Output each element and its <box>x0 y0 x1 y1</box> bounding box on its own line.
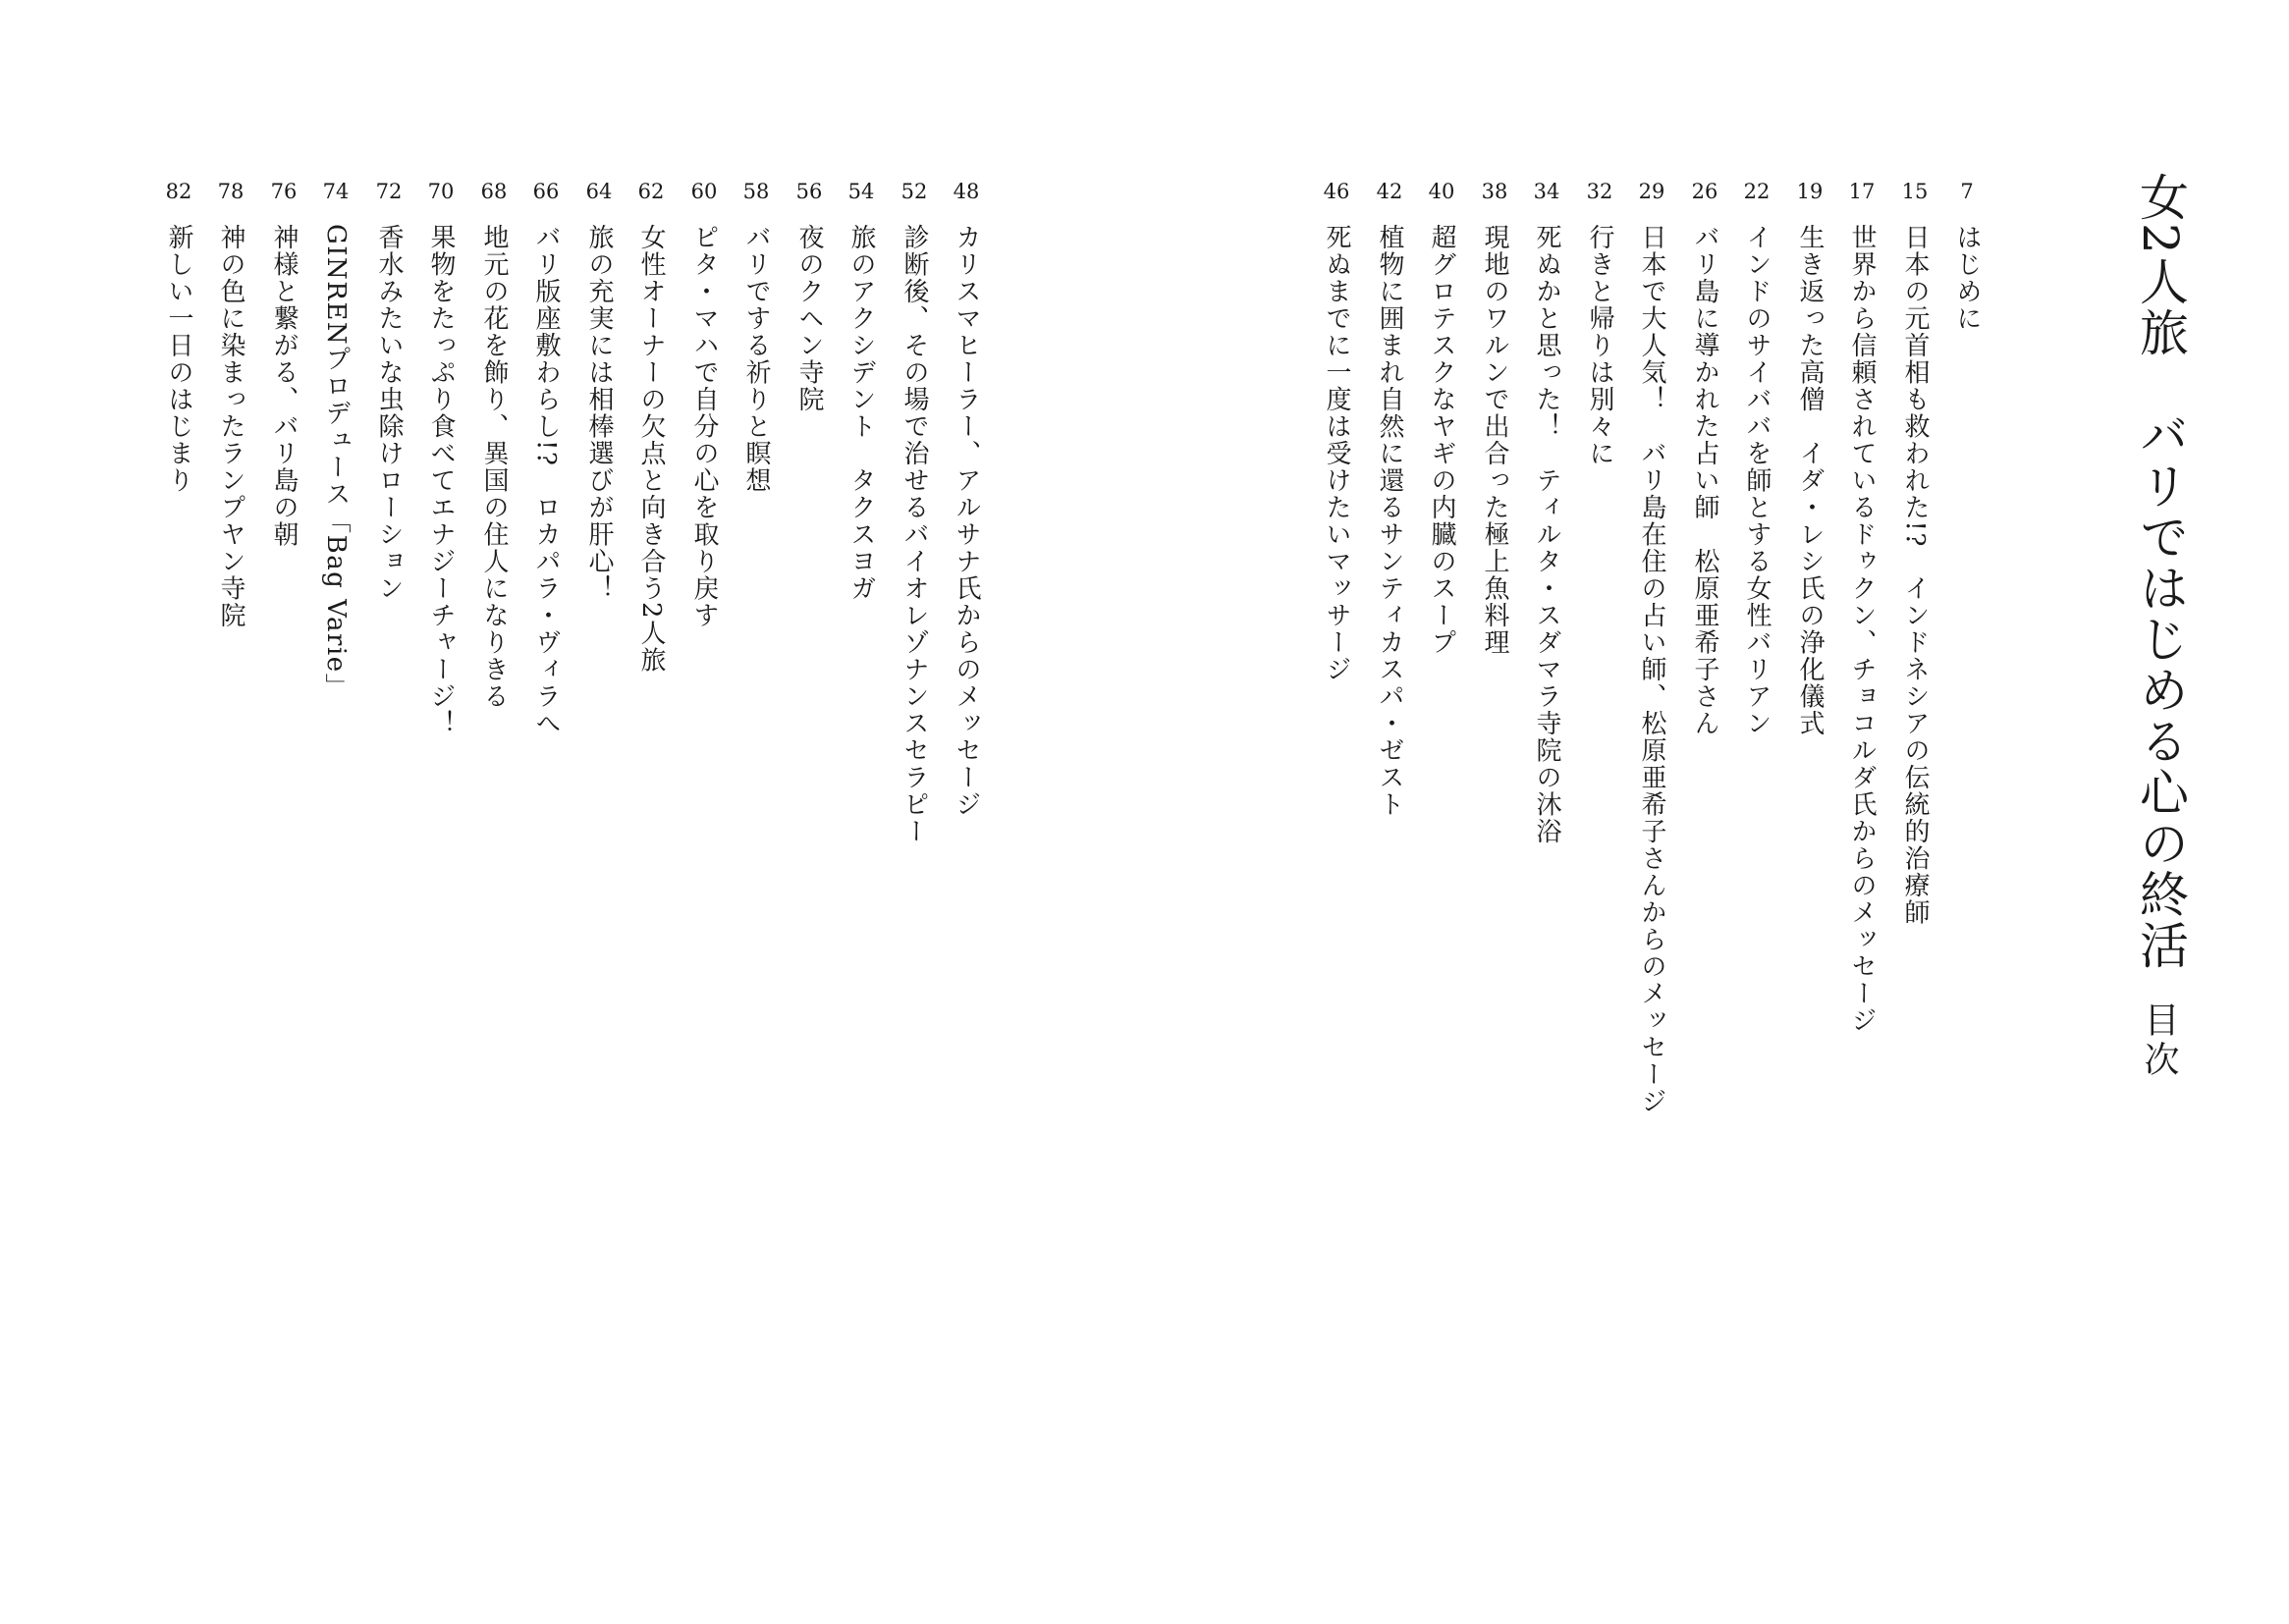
page-number: 42 <box>1376 180 1403 203</box>
page-number: 48 <box>953 180 980 203</box>
entry-title: 地元の花を飾り、異国の住人になりきる <box>479 224 509 710</box>
toc-entry <box>423 182 459 741</box>
entry-title: 診断後、その場で治せるバイオレゾナンスセラピー <box>899 224 929 845</box>
toc-entry <box>266 182 301 552</box>
page-number: 56 <box>795 180 823 203</box>
toc-entry <box>1897 182 1933 930</box>
toc-entry <box>791 182 827 417</box>
toc-entry <box>528 182 564 740</box>
toc-entry <box>1477 182 1512 660</box>
toc-entry <box>161 182 196 498</box>
page-number: 62 <box>637 180 665 203</box>
toc-entry <box>844 182 879 606</box>
toc-entry <box>686 182 722 633</box>
toc-entry <box>476 182 512 714</box>
toc-entry <box>371 182 407 606</box>
page-number: 38 <box>1481 180 1508 203</box>
entry-title: 植物に囲まれ自然に還るサンティカスパ・ゼスト <box>1375 224 1404 818</box>
toc-entry <box>949 182 984 822</box>
toc-entry <box>1949 182 1985 336</box>
entry-title: 旅のアクシデント タクスヨガ <box>846 224 876 602</box>
entry-title: バリ島に導かれた占い師 松原亜希子さん <box>1690 224 1719 737</box>
page-number: 68 <box>480 180 508 203</box>
page-number: 29 <box>1638 180 1665 203</box>
toc-entry <box>1634 182 1669 1119</box>
entry-title: 世界から信頼されているドゥクン、チョコルダ氏からのメッセージ <box>1847 224 1877 1034</box>
entry-title: 神様と繋がる、バリ島の朝 <box>269 224 299 548</box>
entry-title: ピタ・マハで自分の心を取り戻す <box>689 224 719 629</box>
page-number: 22 <box>1743 180 1771 203</box>
toc-entry <box>1687 182 1722 741</box>
toc-entry <box>1844 182 1880 1038</box>
page-number: 60 <box>690 180 718 203</box>
page-number: 72 <box>375 180 403 203</box>
toc-entry <box>1792 182 1827 741</box>
page-number: 78 <box>217 180 245 203</box>
page-number: 52 <box>900 180 928 203</box>
toc-entry <box>1424 182 1459 660</box>
entry-title: カリスマヒーラー、アルサナ氏からのメッセージ <box>952 224 981 818</box>
toc-entry <box>738 182 774 498</box>
entry-title: 現地のワルンで出合った極上魚料理 <box>1480 224 1509 656</box>
entry-title: 女性オーナーの欠点と向き合う2人旅 <box>636 224 666 675</box>
entry-title: 新しい一日のはじまり <box>164 224 193 494</box>
entry-title: はじめに <box>1952 224 1982 332</box>
entry-title: 超グロテスクなヤギの内臓のスープ <box>1427 224 1456 656</box>
entry-title: 神の色に染まったランプヤン寺院 <box>216 224 245 629</box>
entry-title: GINRENプロデュース「Bag Varie」 <box>321 224 351 701</box>
page-number: 82 <box>165 180 192 203</box>
entry-title: バリ版座敷わらし!? ロカパラ・ヴィラへ <box>531 224 561 737</box>
entry-title: 夜のクヘン寺院 <box>794 224 824 413</box>
toc-entry <box>213 182 248 633</box>
page-number: 19 <box>1796 180 1824 203</box>
toc-entry <box>897 182 932 849</box>
page-number: 15 <box>1901 180 1929 203</box>
page-number: 76 <box>270 180 298 203</box>
entry-title: 死ぬかと思った！ ティルタ・スダマラ寺院の沐浴 <box>1532 224 1561 845</box>
entry-title: バリでする祈りと瞑想 <box>741 224 771 494</box>
page-number: 70 <box>427 180 455 203</box>
toc-entry <box>1582 182 1617 471</box>
entry-title: 生き返った高僧 イダ・レシ氏の浄化儀式 <box>1795 224 1825 737</box>
entry-title: 果物をたっぷり食べてエナジーチャージ！ <box>426 224 456 737</box>
page-number: 17 <box>1848 180 1876 203</box>
toc-entry <box>633 182 669 677</box>
page-number: 74 <box>322 180 350 203</box>
book-title: 女2人旅 バリではじめる心の終活 <box>2132 172 2189 971</box>
page-number: 66 <box>532 180 560 203</box>
toc-entry <box>1739 182 1774 741</box>
toc-entry <box>1529 182 1564 849</box>
toc-entry <box>1319 182 1354 687</box>
toc-heading: 目次 <box>2139 1001 2179 1080</box>
entry-title: インドのサイババを師とする女性バリアン <box>1742 224 1771 737</box>
entry-title: 日本で大人気！ バリ島在住の占い師、松原亜希子さんからのメッセージ <box>1637 224 1666 1115</box>
page-number: 54 <box>847 180 875 203</box>
toc-entry <box>1372 182 1407 822</box>
entry-title: 死ぬまでに一度は受けたいマッサージ <box>1322 224 1351 683</box>
entry-title: 日本の元首相も救われた!? インドネシアの伝統的治療師 <box>1900 224 1930 926</box>
page-number: 46 <box>1323 180 1350 203</box>
page-number: 40 <box>1428 180 1455 203</box>
page-number: 7 <box>1960 180 1974 203</box>
page-number: 26 <box>1691 180 1718 203</box>
page-number: 34 <box>1533 180 1560 203</box>
entry-title: 行きと帰りは別々に <box>1585 224 1614 467</box>
entry-title: 香水みたいな虫除けローション <box>374 224 404 602</box>
entry-title: 旅の充実には相棒選びが肝心！ <box>584 224 614 602</box>
page-number: 32 <box>1586 180 1613 203</box>
page-number: 64 <box>585 180 613 203</box>
page-number: 58 <box>742 180 770 203</box>
toc-entry <box>581 182 617 606</box>
toc-entry <box>318 182 354 704</box>
